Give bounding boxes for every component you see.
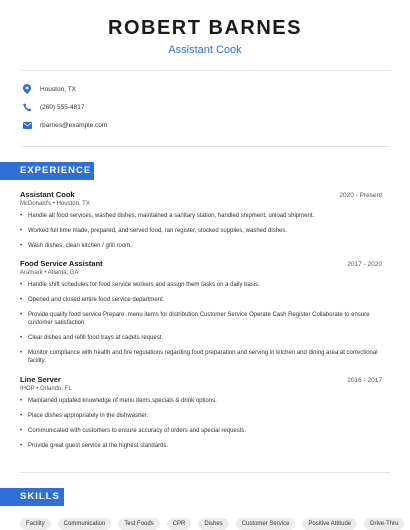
skills-heading: SKILLS [0, 488, 64, 506]
job-company: McDonald's • Houston, TX [20, 201, 90, 207]
job-bullet: • Place dishes appropriately in the dishwasher. [20, 412, 382, 420]
job-dates: 2020 - Present [339, 192, 382, 199]
skill-chip: Facility [20, 518, 51, 530]
job-bullet: • Clear dishes and refill food trays at cadets request. [20, 334, 382, 342]
job-entry [20, 375, 382, 457]
skill-chip: CPR [167, 518, 192, 530]
candidate-title: Assistant Cook [168, 44, 242, 56]
experience-heading: EXPERIENCE [0, 162, 94, 180]
job-entry [20, 259, 382, 372]
job-bullet: • Maintained updated knowledge of menu items,specials & drink options. [20, 397, 382, 405]
job-title: Assistant Cook [20, 190, 75, 199]
location-pin-icon [22, 84, 32, 94]
email-icon [22, 120, 32, 130]
header-divider [20, 70, 390, 71]
contact-list [22, 80, 382, 134]
job-bullet: • Provide quality food service Prepare .menu items for distribution Customer Service Operate Cash Register Collaborate to ensure customer satisfaction [20, 311, 382, 327]
contact-email-text: rbarnes@example.com [40, 121, 108, 129]
contact-phone-text: (260) 555-4817 [40, 103, 85, 111]
contact-phone [22, 98, 382, 116]
skill-chip: Positive Attitude [302, 518, 357, 530]
job-bullet: • Monitor compliance with health and fire regulations regarding food preparation and serving in kitchen and dining area at correctional facility. [20, 349, 382, 365]
skills-list [20, 518, 404, 530]
resume-header [0, 16, 410, 57]
candidate-name: ROBERT BARNES [108, 17, 302, 39]
job-bullet: • Provide great guest service at the highest standards. [20, 442, 382, 450]
job-bullet: • Opened and closed entire food service department. [20, 296, 382, 304]
job-bullets [20, 281, 382, 365]
job-bullet: • Communicated with customers to ensure accuracy of orders and special requests. [20, 427, 382, 435]
job-bullet: • Wash dishes, clean kitchen / grill room. [20, 242, 382, 250]
phone-icon [22, 102, 32, 112]
job-entry [20, 190, 382, 257]
skill-chip: Dishes [198, 518, 228, 530]
job-title: Food Service Assistant [20, 259, 103, 268]
job-bullet: • Handle all food services, washed dishes, maintained a sanitary station, handled shipment, unload shipment. [20, 212, 382, 220]
job-bullets [20, 397, 382, 450]
skill-chip: Customer Service [236, 518, 296, 530]
job-bullet: • Worked full time made, prepared, and served food, ran register, stocked supplies, washed dishes. [20, 227, 382, 235]
experience-divider [20, 472, 390, 473]
contact-location [22, 80, 382, 98]
job-bullet: • Handle shift schedules for food service workers and assign them tasks on a daily basis. [20, 281, 382, 289]
job-bullets [20, 212, 382, 250]
contact-divider [20, 146, 390, 147]
job-dates: 2016 - 2017 [347, 377, 382, 384]
skill-chip: Test Foods [118, 518, 159, 530]
job-company: Aramark • Atlanta, GA [20, 270, 79, 276]
contact-email [22, 116, 382, 134]
skill-chip: Drive-Thru [364, 518, 404, 530]
job-dates: 2017 - 2020 [347, 261, 382, 268]
contact-location-text: Houston, TX [40, 85, 77, 93]
job-company: IHOP • Orlando, FL [20, 386, 72, 392]
job-title: Line Server [20, 375, 61, 384]
skill-chip: Communication [58, 518, 112, 530]
